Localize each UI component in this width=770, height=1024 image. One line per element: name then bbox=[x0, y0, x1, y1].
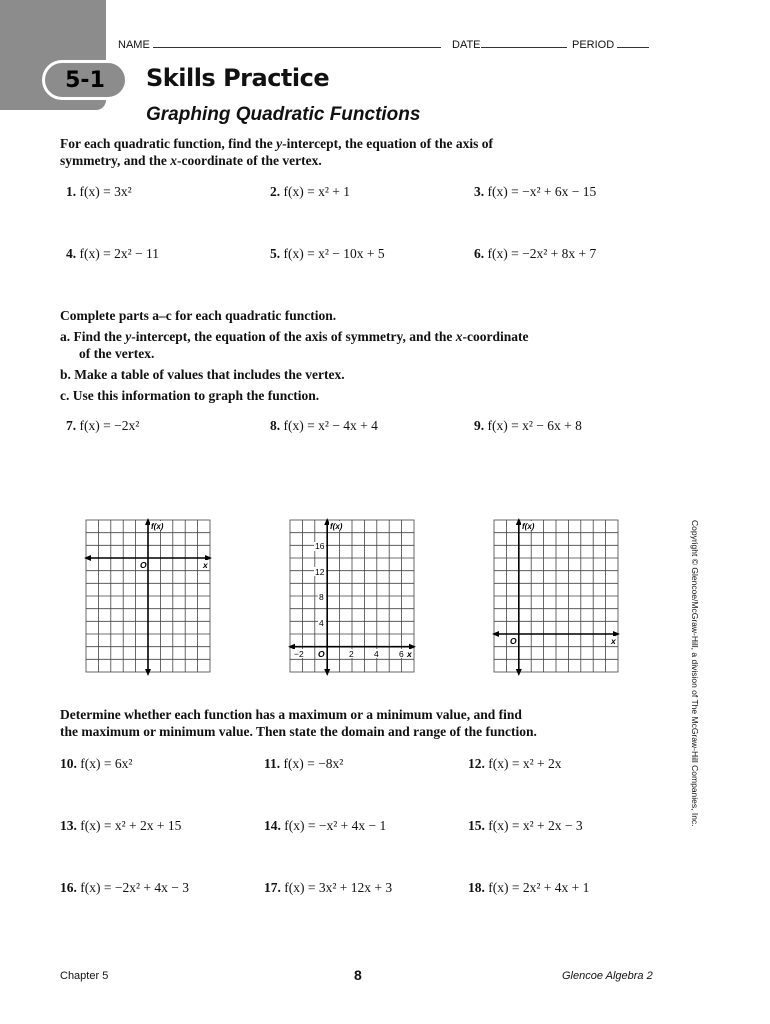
y-axis-label: f(x) bbox=[522, 522, 535, 531]
problem-10: 10. f(x) = 6x² bbox=[60, 756, 133, 771]
origin-label: O bbox=[318, 649, 325, 659]
graph-7[interactable] bbox=[84, 518, 212, 676]
name-field[interactable] bbox=[118, 38, 441, 51]
x-tick-neg2: −2 bbox=[294, 649, 304, 659]
y-tick-4: 4 bbox=[319, 618, 324, 628]
footer-book: Glencoe Algebra 2 bbox=[562, 970, 653, 982]
section2-instruction: Complete parts a–c for each quadratic function. a. Find the y-intercept, the equation of the axis of symmetry, and the x-coordinate of the vertex. b. Make a table of values that includes the vertex. c. Use this information to graph the function. bbox=[60, 308, 529, 403]
problem-4: 4. f(x) = 2x² − 11 bbox=[66, 246, 160, 261]
problem-18: 18. f(x) = 2x² + 4x + 1 bbox=[468, 880, 590, 895]
problem-14: 14. f(x) = −x² + 4x − 1 bbox=[264, 818, 387, 833]
x-axis-label: x bbox=[611, 636, 616, 646]
problem-15: 15. f(x) = x² + 2x − 3 bbox=[468, 818, 583, 833]
problem-7: 7. f(x) = −2x² bbox=[66, 418, 140, 433]
x-tick-6: 6 bbox=[399, 649, 404, 659]
y-tick-12: 12 bbox=[315, 567, 325, 577]
graph-8[interactable] bbox=[288, 518, 416, 676]
x-tick-4: 4 bbox=[374, 649, 379, 659]
problem-2: 2. f(x) = x² + 1 bbox=[270, 184, 351, 199]
x-axis-label: x bbox=[203, 560, 208, 570]
y-tick-16: 16 bbox=[315, 541, 325, 551]
page-title: Skills Practice bbox=[146, 64, 330, 92]
copyright-notice: Copyright © Glencoe/McGraw-Hill, a division of The McGraw-Hill Companies, Inc. bbox=[690, 520, 700, 827]
problem-17: 17. f(x) = 3x² + 12x + 3 bbox=[264, 880, 393, 895]
page-subtitle: Graphing Quadratic Functions bbox=[146, 104, 421, 125]
y-axis-label: f(x) bbox=[330, 522, 343, 531]
problem-9: 9. f(x) = x² − 6x + 8 bbox=[474, 418, 582, 433]
problem-6: 6. f(x) = −2x² + 8x + 7 bbox=[474, 246, 597, 261]
lesson-number: 5-1 bbox=[65, 67, 105, 93]
problem-13: 13. f(x) = x² + 2x + 15 bbox=[60, 818, 182, 833]
problem-5: 5. f(x) = x² − 10x + 5 bbox=[270, 246, 385, 261]
date-label: DATE bbox=[452, 39, 481, 51]
footer-chapter: Chapter 5 bbox=[60, 970, 109, 982]
y-tick-8: 8 bbox=[319, 592, 324, 602]
origin-label: O bbox=[510, 636, 517, 646]
x-axis-label: x bbox=[407, 649, 412, 659]
graph-9[interactable] bbox=[492, 518, 620, 676]
y-axis-label: f(x) bbox=[151, 522, 164, 531]
problem-8: 8. f(x) = x² − 4x + 4 bbox=[270, 418, 378, 433]
problem-16: 16. f(x) = −2x² + 4x − 3 bbox=[60, 880, 189, 895]
problem-3: 3. f(x) = −x² + 6x − 15 bbox=[474, 184, 597, 199]
section1-instruction: For each quadratic function, find the y-intercept, the equation of the axis of symmetry, and the x-coordinate of the vertex. bbox=[60, 136, 493, 168]
date-field[interactable] bbox=[452, 38, 567, 51]
lesson-number-badge bbox=[42, 60, 128, 100]
x-tick-2: 2 bbox=[349, 649, 354, 659]
origin-label: O bbox=[140, 560, 147, 570]
period-label: PERIOD bbox=[572, 39, 615, 51]
problem-12: 12. f(x) = x² + 2x bbox=[468, 756, 562, 771]
name-label: NAME bbox=[118, 39, 150, 51]
problem-1: 1. f(x) = 3x² bbox=[66, 184, 132, 199]
section3-instruction: Determine whether each function has a maximum or a minimum value, and find the maximum or minimum value. Then state the domain and range of the function. bbox=[60, 707, 537, 739]
period-field[interactable] bbox=[572, 38, 649, 51]
problem-11: 11. f(x) = −8x² bbox=[264, 756, 344, 771]
page-number: 8 bbox=[354, 967, 362, 983]
